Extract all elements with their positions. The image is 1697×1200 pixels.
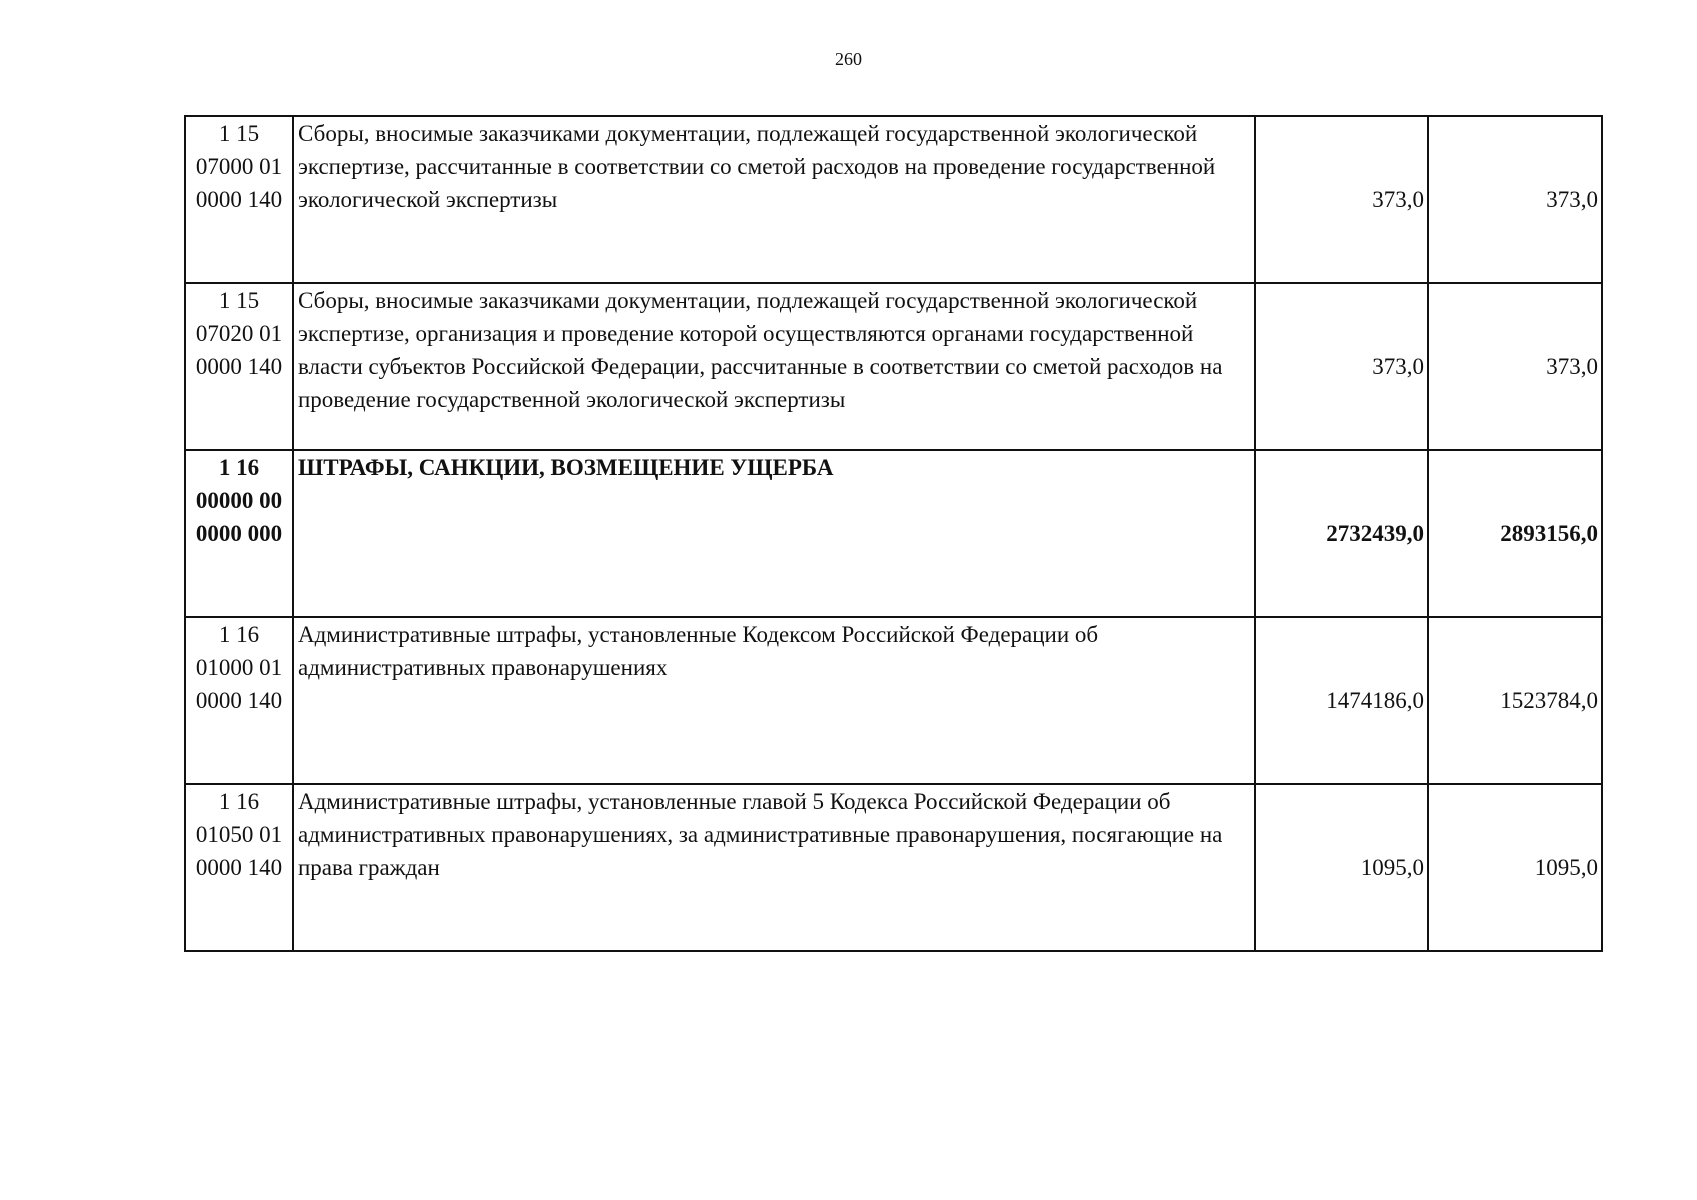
income-name-cell: Сборы, вносимые заказчиками документации, подлежащей государственной экологической экспертизе, рассчитанные в соответствии со сметой расходов на проведение государственной экологической экспертизы <box>293 116 1255 283</box>
value-cell-1: 2732439,0 <box>1255 450 1428 617</box>
code-line: 0000 140 <box>195 354 283 379</box>
income-name-cell: Сборы, вносимые заказчиками документации, подлежащей государственной экологической экспертизе, организация и проведение которой осуществляются органами государственной власти субъектов Российской Федерации, рассчитанные в соответствии со сметой расходов на проведение государственной экологической экспертизы <box>293 283 1255 450</box>
code-line: 1 15 <box>218 288 260 313</box>
value-cell-1: 373,0 <box>1255 283 1428 450</box>
value-cell-2: 373,0 <box>1428 116 1602 283</box>
code-line: 07000 01 <box>195 154 283 179</box>
code-line: 1 16 <box>218 789 260 814</box>
table-row <box>185 283 1602 450</box>
value-cell-2: 373,0 <box>1428 283 1602 450</box>
budget-code-cell <box>185 450 293 617</box>
table-row <box>185 784 1602 951</box>
table-row <box>185 116 1602 283</box>
value-cell-1: 1095,0 <box>1255 784 1428 951</box>
value-cell-2: 2893156,0 <box>1428 450 1602 617</box>
budget-code-cell <box>185 116 293 283</box>
code-line: 01000 01 <box>195 655 283 680</box>
code-line: 0000 140 <box>195 187 283 212</box>
budget-code-cell <box>185 784 293 951</box>
income-name-cell: ШТРАФЫ, САНКЦИИ, ВОЗМЕЩЕНИЕ УЩЕРБА <box>293 450 1255 617</box>
code-line: 01050 01 <box>195 822 283 847</box>
code-line: 1 15 <box>218 121 260 146</box>
value-cell-2: 1095,0 <box>1428 784 1602 951</box>
income-name-cell: Административные штрафы, установленные главой 5 Кодекса Российской Федерации об административных правонарушениях, за административные правонарушения, посягающие на права граждан <box>293 784 1255 951</box>
page-number: 260 <box>835 49 862 69</box>
value-cell-1: 373,0 <box>1255 116 1428 283</box>
value-cell-1: 1474186,0 <box>1255 617 1428 784</box>
code-line: 0000 000 <box>195 521 283 546</box>
table-row <box>185 617 1602 784</box>
code-line: 0000 140 <box>195 688 283 713</box>
budget-table <box>184 115 1603 952</box>
code-line: 1 16 <box>218 622 260 647</box>
table-row-section-total <box>185 450 1602 617</box>
budget-code-cell <box>185 617 293 784</box>
code-line: 0000 140 <box>195 855 283 880</box>
code-line: 1 16 <box>218 455 260 480</box>
budget-code-cell <box>185 283 293 450</box>
code-line: 00000 00 <box>195 488 283 513</box>
value-cell-2: 1523784,0 <box>1428 617 1602 784</box>
code-line: 07020 01 <box>195 321 283 346</box>
income-name-cell: Административные штрафы, установленные Кодексом Российской Федерации об административных правонарушениях <box>293 617 1255 784</box>
